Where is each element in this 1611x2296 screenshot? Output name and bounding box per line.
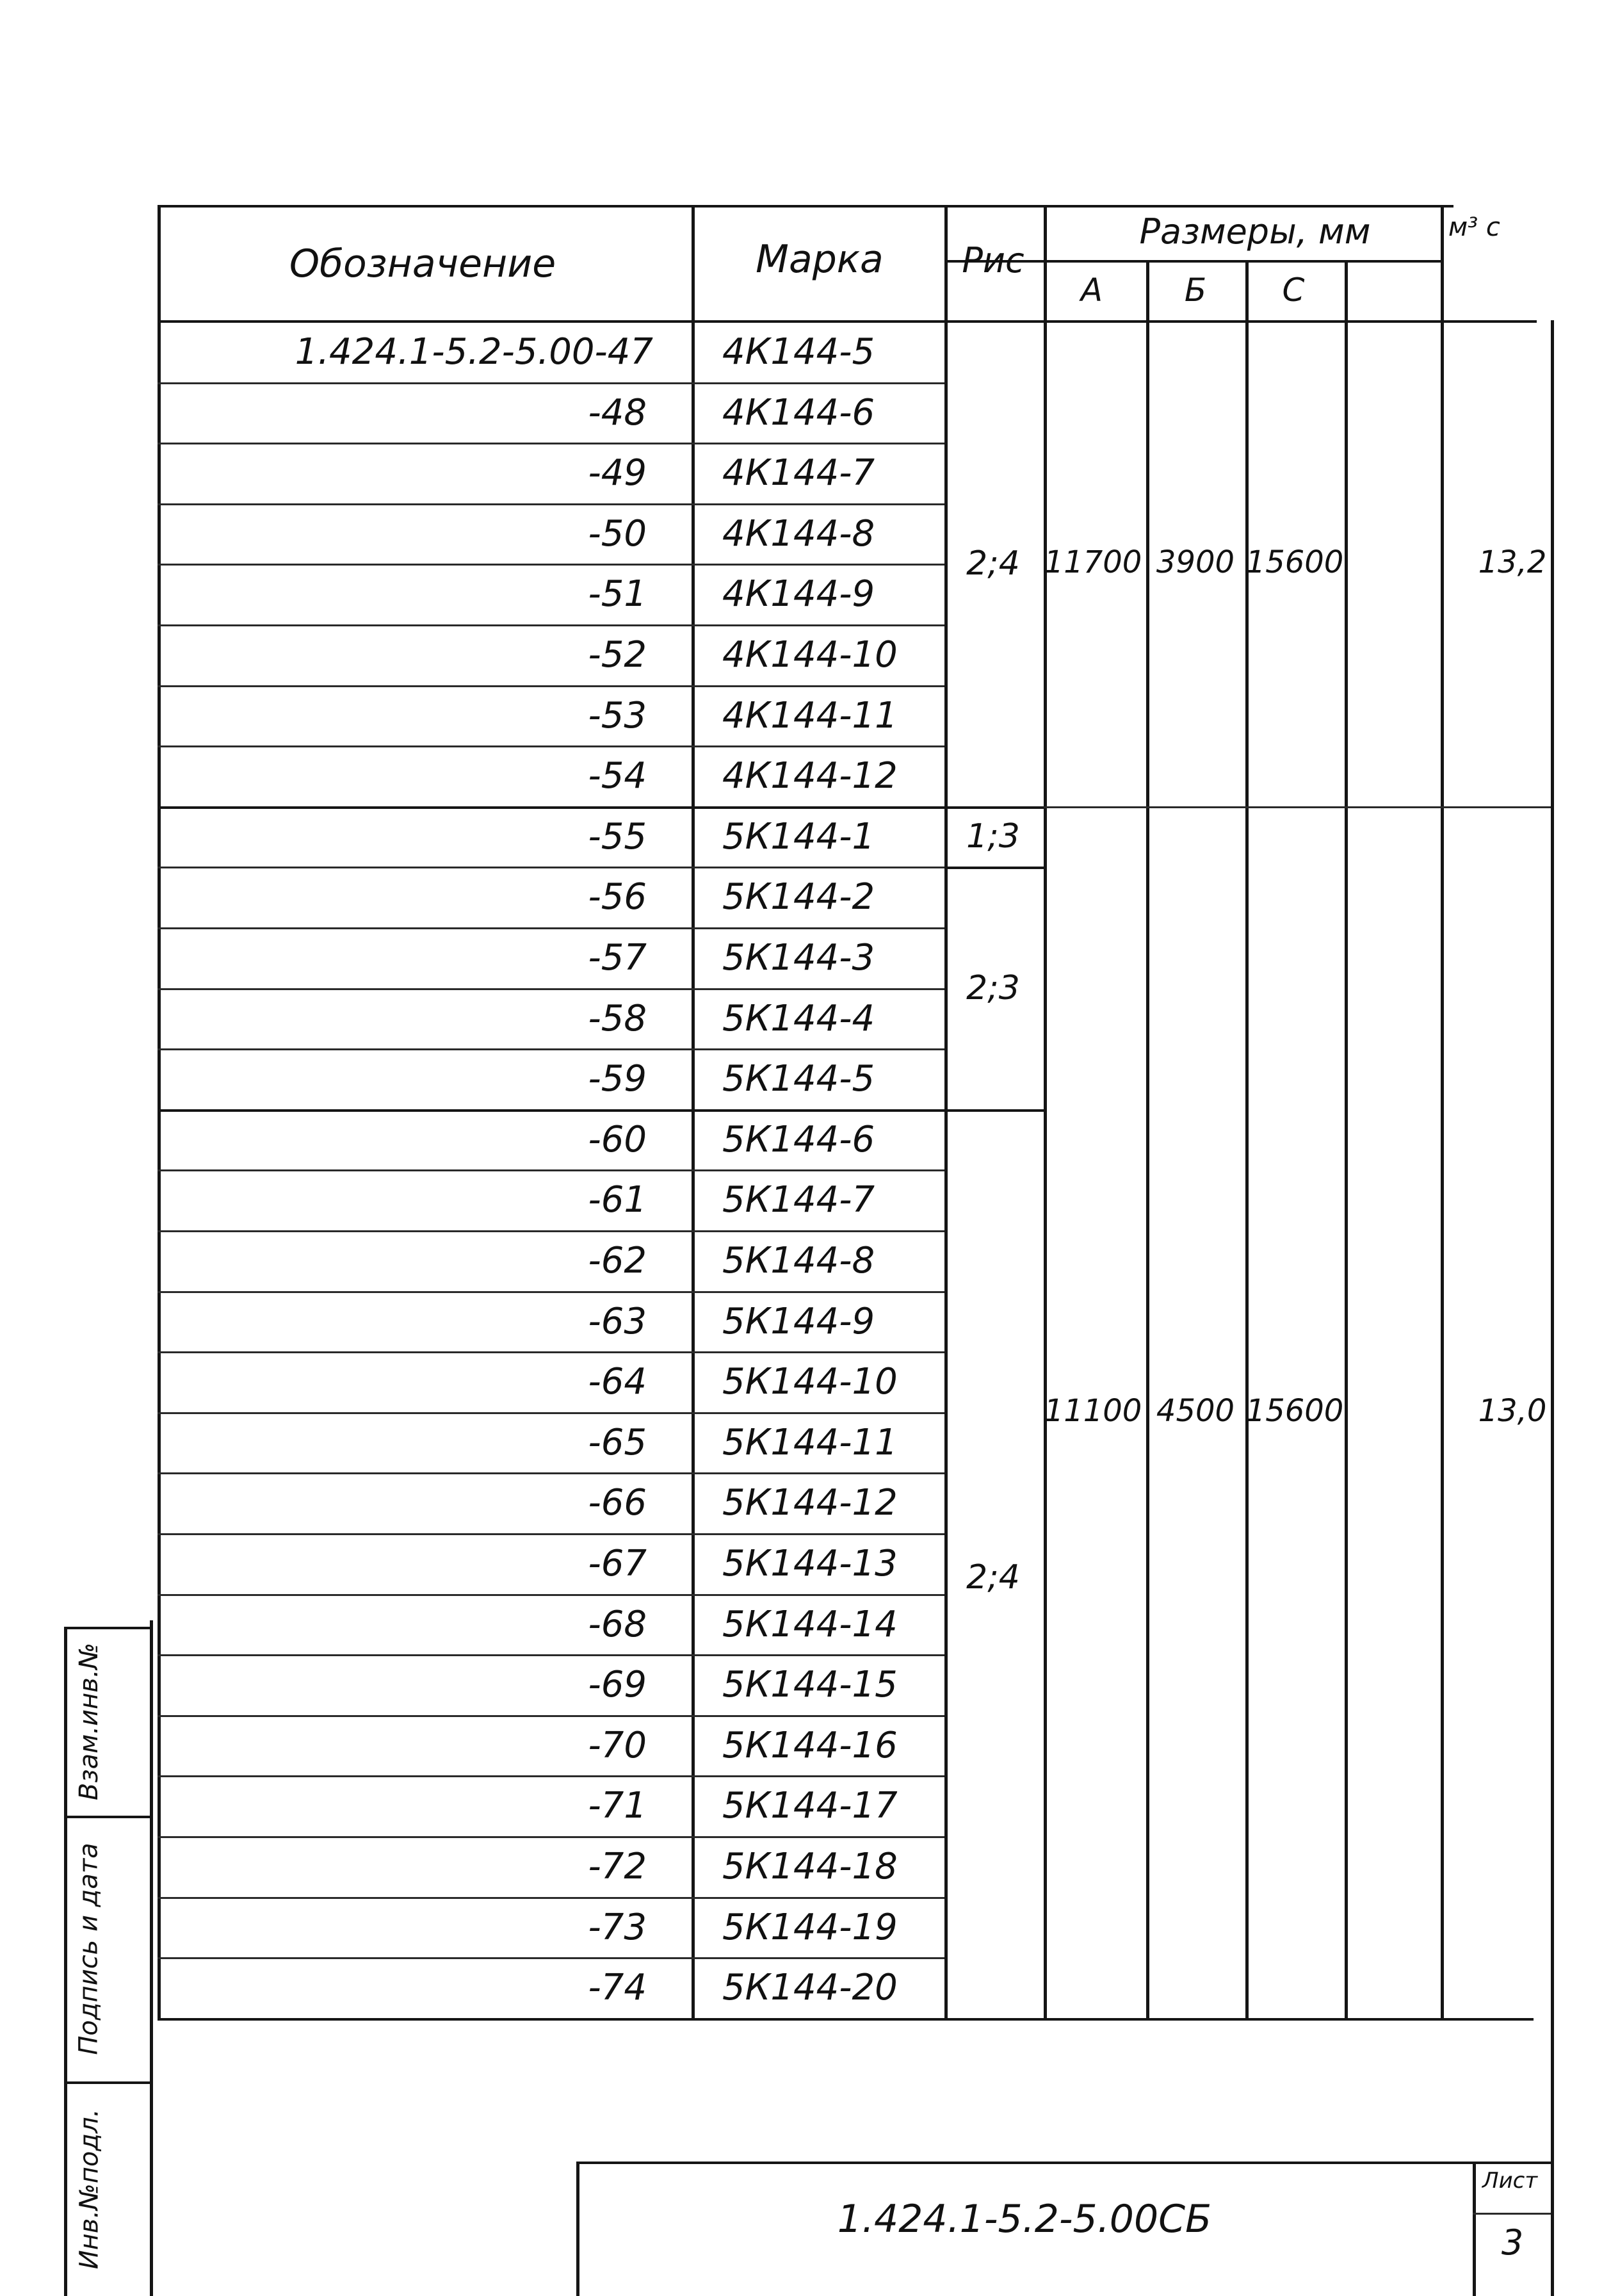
row-separator bbox=[692, 685, 944, 687]
row-separator bbox=[158, 1654, 698, 1656]
row-separator bbox=[692, 624, 944, 626]
row-separator bbox=[158, 867, 698, 868]
figure-cell: 1;3 bbox=[966, 817, 1020, 856]
column-divider bbox=[1441, 205, 1444, 2018]
table-cell-mark: 5К144-1 bbox=[722, 815, 875, 858]
table-cell-designation: -57 bbox=[588, 937, 647, 979]
table-cell-designation: -67 bbox=[588, 1543, 647, 1584]
row-separator bbox=[158, 443, 698, 444]
row-separator bbox=[692, 1533, 944, 1535]
table-cell-designation: -74 bbox=[588, 1967, 647, 2009]
sheet-right-border bbox=[1551, 320, 1554, 2296]
table-cell-designation: -52 bbox=[588, 634, 647, 676]
extra-header: м³ с bbox=[1448, 213, 1500, 242]
row-separator bbox=[692, 1897, 944, 1899]
row-separator bbox=[158, 624, 698, 626]
replaced-inventory-label-cell bbox=[67, 1627, 111, 1816]
row-separator bbox=[692, 988, 944, 990]
table-cell-designation: 1.424.1-5.2-5.00-47 bbox=[295, 331, 653, 373]
table-top-border bbox=[158, 205, 1453, 208]
table-cell-mark: 5К144-10 bbox=[722, 1361, 898, 1403]
figure-separator bbox=[944, 1109, 1044, 1112]
table-cell-designation: -72 bbox=[588, 1846, 647, 1887]
dim-b-cell: 3900 bbox=[1156, 544, 1235, 581]
row-separator bbox=[158, 564, 698, 566]
table-cell-mark: 4К144-7 bbox=[722, 452, 875, 494]
title-block-top-border bbox=[576, 2162, 1551, 2164]
row-separator bbox=[692, 1472, 944, 1474]
row-separator bbox=[692, 382, 944, 384]
table-cell-designation: -49 bbox=[588, 452, 647, 494]
row-separator bbox=[692, 745, 944, 747]
row-separator bbox=[692, 1230, 944, 1232]
table-cell-designation: -54 bbox=[588, 755, 647, 797]
table-cell-mark: 5К144-13 bbox=[722, 1543, 898, 1584]
figure-cell: 2;3 bbox=[966, 968, 1020, 1007]
table-cell-mark: 4К144-8 bbox=[722, 512, 875, 555]
table-cell-designation: -64 bbox=[588, 1361, 647, 1403]
table-cell-designation: -51 bbox=[588, 573, 647, 615]
table-cell-designation: -55 bbox=[588, 815, 647, 858]
table-cell-designation: -65 bbox=[588, 1421, 647, 1463]
table-cell-mark: 5К144-12 bbox=[722, 1482, 898, 1524]
row-separator bbox=[692, 867, 944, 868]
dim-a-cell: 11100 bbox=[1044, 1392, 1142, 1429]
row-separator bbox=[692, 503, 944, 505]
original-inventory-label-cell bbox=[67, 2081, 111, 2296]
table-cell-designation: -71 bbox=[588, 1785, 647, 1827]
extra-cell: 13,0 bbox=[1478, 1392, 1547, 1429]
title-block-left-border bbox=[576, 2162, 579, 2296]
table-cell-mark: 4К144-9 bbox=[722, 573, 875, 615]
column-divider bbox=[1044, 205, 1047, 2018]
table-cell-mark: 5К144-3 bbox=[722, 937, 875, 979]
row-separator bbox=[692, 1654, 944, 1656]
row-separator bbox=[158, 1715, 698, 1717]
designation-header: Обозначение bbox=[289, 241, 556, 286]
dim-b-header: Б bbox=[1184, 272, 1207, 309]
table-cell-mark: 5К144-2 bbox=[722, 876, 875, 918]
row-separator bbox=[158, 806, 698, 809]
row-separator bbox=[158, 1109, 698, 1112]
row-separator bbox=[692, 1715, 944, 1717]
table-cell-mark: 5К144-8 bbox=[722, 1240, 875, 1282]
table-bottom-border bbox=[158, 2018, 1534, 2021]
sheet-number: 3 bbox=[1501, 2222, 1524, 2263]
table-cell-mark: 5К144-20 bbox=[722, 1967, 898, 2009]
row-separator bbox=[692, 1351, 944, 1353]
table-cell-designation: -48 bbox=[588, 391, 647, 434]
title-block-divider bbox=[1473, 2162, 1476, 2296]
row-separator bbox=[692, 1048, 944, 1050]
sheet-label-rule bbox=[1473, 2213, 1551, 2215]
figure-separator bbox=[944, 867, 1044, 869]
table-cell-mark: 5К144-6 bbox=[722, 1118, 875, 1160]
table-cell-designation: -53 bbox=[588, 694, 647, 737]
frame-left-border bbox=[150, 1620, 153, 2296]
figure-cell: 2;4 bbox=[966, 1558, 1020, 1597]
row-separator bbox=[692, 1836, 944, 1838]
table-cell-mark: 5К144-17 bbox=[722, 1785, 898, 1827]
row-separator bbox=[692, 1412, 944, 1414]
original-inventory-label: Инв.№подл. bbox=[74, 2108, 104, 2269]
column-divider bbox=[1146, 260, 1149, 2018]
table-cell-mark: 5К144-11 bbox=[722, 1421, 898, 1463]
figure-header: Рис bbox=[962, 240, 1024, 281]
dim-a-header: А bbox=[1080, 272, 1103, 309]
extra-cell: 13,2 bbox=[1478, 544, 1547, 581]
table-cell-mark: 5К144-5 bbox=[722, 1058, 875, 1100]
document-code: 1.424.1-5.2-5.00СБ bbox=[837, 2197, 1212, 2242]
table-cell-designation: -50 bbox=[588, 512, 647, 555]
sheet-label: Лист bbox=[1482, 2168, 1538, 2194]
table-cell-mark: 5К144-18 bbox=[722, 1846, 898, 1887]
table-cell-mark: 5К144-19 bbox=[722, 1906, 898, 1948]
dim-c-cell: 15600 bbox=[1245, 1392, 1344, 1429]
row-separator bbox=[158, 1957, 698, 1959]
group-separator bbox=[1044, 806, 1551, 808]
table-cell-designation: -61 bbox=[588, 1179, 647, 1221]
header-bottom-border bbox=[158, 320, 1537, 323]
row-separator bbox=[692, 564, 944, 566]
table-cell-designation: -73 bbox=[588, 1906, 647, 1948]
table-cell-designation: -70 bbox=[588, 1724, 647, 1766]
table-cell-designation: -66 bbox=[588, 1482, 647, 1524]
signature-date-label-cell bbox=[67, 1816, 111, 2081]
table-cell-designation: -63 bbox=[588, 1300, 647, 1342]
table-cell-designation: -58 bbox=[588, 997, 647, 1039]
row-separator bbox=[692, 806, 944, 809]
table-cell-designation: -68 bbox=[588, 1603, 647, 1645]
row-separator bbox=[158, 1351, 698, 1353]
row-separator bbox=[692, 927, 944, 929]
table-cell-mark: 4К144-6 bbox=[722, 391, 875, 434]
row-separator bbox=[158, 927, 698, 929]
row-separator bbox=[158, 1230, 698, 1232]
row-separator bbox=[158, 685, 698, 687]
signature-date-label: Подпись и дата bbox=[74, 1842, 104, 2055]
table-cell-mark: 4К144-10 bbox=[722, 634, 898, 676]
row-separator bbox=[692, 1775, 944, 1777]
row-separator bbox=[158, 745, 698, 747]
table-cell-mark: 5К144-9 bbox=[722, 1300, 875, 1342]
replaced-inventory-label: Взам.инв.№ bbox=[74, 1642, 104, 1800]
table-cell-mark: 5К144-14 bbox=[722, 1603, 898, 1645]
table-cell-designation: -69 bbox=[588, 1664, 647, 1706]
row-separator bbox=[158, 1836, 698, 1838]
table-cell-mark: 5К144-4 bbox=[722, 997, 875, 1039]
row-separator bbox=[692, 1109, 944, 1112]
table-cell-mark: 4К144-11 bbox=[722, 694, 898, 737]
table-cell-designation: -59 bbox=[588, 1058, 647, 1100]
table-cell-mark: 5К144-7 bbox=[722, 1179, 875, 1221]
table-cell-mark: 5К144-15 bbox=[722, 1664, 898, 1706]
column-divider bbox=[1245, 260, 1249, 2018]
row-separator bbox=[158, 1169, 698, 1171]
dimensions-header: Размеры, мм bbox=[1139, 211, 1371, 252]
row-separator bbox=[158, 1594, 698, 1596]
row-separator bbox=[158, 1472, 698, 1474]
row-separator bbox=[158, 988, 698, 990]
table-top-border bbox=[1345, 205, 1441, 208]
table-cell-mark: 5К144-16 bbox=[722, 1724, 898, 1766]
row-separator bbox=[158, 503, 698, 505]
dim-c-cell: 15600 bbox=[1245, 544, 1344, 581]
row-separator bbox=[692, 1594, 944, 1596]
mark-header: Марка bbox=[756, 237, 884, 282]
table-cell-designation: -56 bbox=[588, 876, 647, 918]
table-cell-designation: -60 bbox=[588, 1118, 647, 1160]
row-separator bbox=[692, 443, 944, 444]
dim-c-header: С bbox=[1282, 272, 1305, 309]
column-divider bbox=[1345, 260, 1348, 2018]
row-separator bbox=[158, 1775, 698, 1777]
table-cell-mark: 4К144-5 bbox=[722, 331, 875, 373]
row-separator bbox=[158, 1291, 698, 1293]
table-cell-mark: 4К144-12 bbox=[722, 755, 898, 797]
table-cell-designation: -62 bbox=[588, 1240, 647, 1282]
figure-separator bbox=[944, 806, 1044, 809]
row-separator bbox=[692, 1957, 944, 1959]
row-separator bbox=[158, 1412, 698, 1414]
dim-b-cell: 4500 bbox=[1156, 1392, 1235, 1429]
row-separator bbox=[158, 382, 698, 384]
row-separator bbox=[158, 1533, 698, 1535]
row-separator bbox=[692, 1169, 944, 1171]
row-separator bbox=[158, 1897, 698, 1899]
figure-cell: 2;4 bbox=[966, 544, 1020, 583]
row-separator bbox=[692, 1291, 944, 1293]
dim-a-cell: 11700 bbox=[1044, 544, 1142, 581]
row-separator bbox=[158, 1048, 698, 1050]
